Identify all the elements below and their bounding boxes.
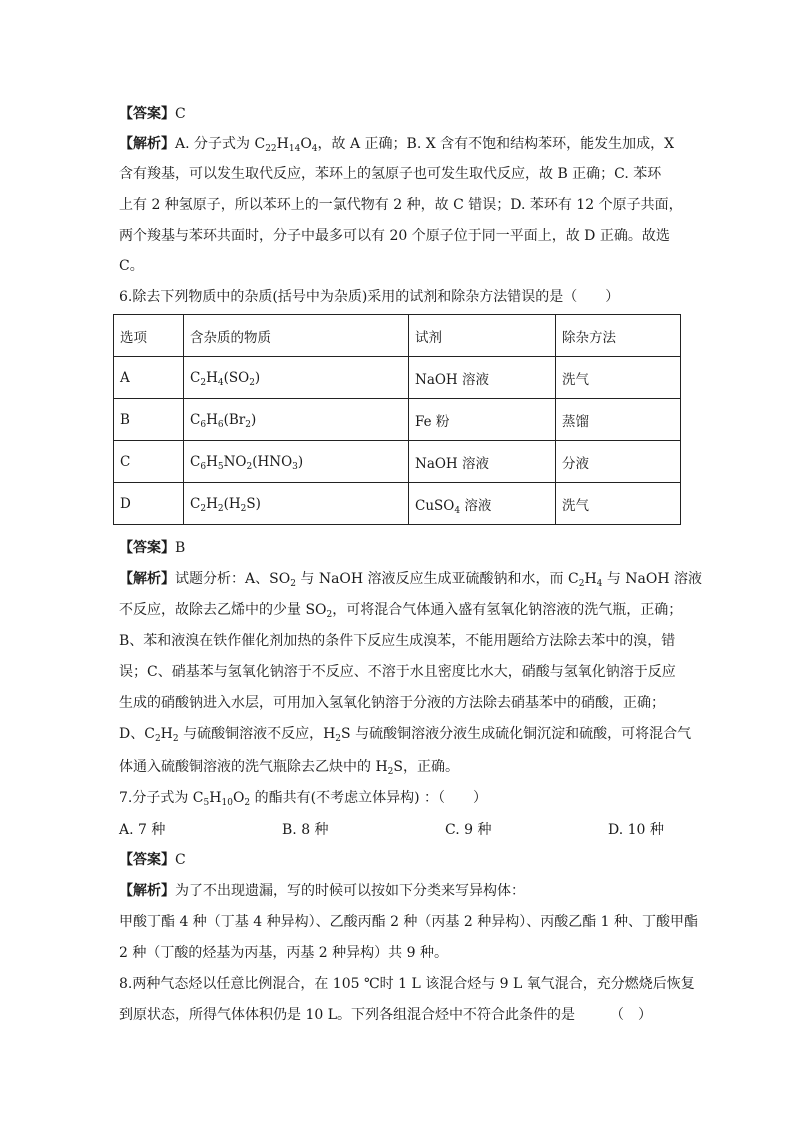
answer-value: C [175, 852, 186, 868]
reagent-cell: CuSO$_4$ 溶液 [409, 483, 556, 525]
q8-stem-line: 8.两种气态烃以任意比例混合，在 105 ℃时 1 L 该混合烃与 9 L 氧气混合，充分燃烧后恢复 [119, 976, 695, 992]
q6-analysis-line: 【解析】试题分析：A、$SO_2$ 与 NaOH 溶液反应生成亚硫酸钠和水，而 $C_2H_4$ 与 NaOH 溶液 [119, 571, 703, 589]
table-row: D $C_2H_2(H_2S)$ CuSO$_4$ 溶液 洗气 [114, 483, 681, 525]
q6-stem: 6.除去下列物质中的杂质(括号中为杂质)采用的试剂和除杂方法错误的是（ ） [119, 289, 620, 305]
q6-analysis-line: 误；C、硝基苯与氢氧化钠溶于不反应、不溶于水且密度比水大，硝酸与氢氧化钠溶于反应 [119, 664, 676, 680]
q6-options-table [113, 314, 681, 525]
q6-answer [119, 536, 679, 560]
q5-analysis-line: 上有 2 种氢原子，所以苯环上的一氯代物有 2 种，故 C 错误；D. 苯环有 12 个原子共面， [119, 197, 683, 213]
header-cell: 除杂方法 [556, 315, 681, 357]
q5-answer [119, 102, 679, 126]
q7-choice-a: A. 7 种 [119, 822, 166, 838]
q7-choice-d: D. 10 种 [608, 822, 664, 838]
header-cell: 试剂 [409, 315, 556, 357]
table-header-row [114, 315, 681, 357]
answer-label: 【答案】 [119, 106, 175, 122]
substance-cell: $C_6H_6(Br_2)$ [184, 399, 409, 441]
table-row: A $C_2H_4(SO_2)$ NaOH 溶液 洗气 [114, 357, 681, 399]
analysis-label: 【解析】 [119, 883, 175, 899]
q5-analysis-line: 两个羧基与苯环共面时，分子中最多可以有 20 个原子位于同一平面上，故 D 正确。故选 [119, 228, 670, 244]
answer-label: 【答案】 [119, 540, 175, 556]
table-row: C $C_6H_5NO_2(HNO_3)$ NaOH 溶液 分液 [114, 441, 681, 483]
q7-answer [119, 848, 679, 872]
q6-analysis-line: 生成的硝酸钠进入水层，可用加入氢氧化钠溶于分液的方法除去硝基苯中的硝酸，正确； [119, 695, 665, 711]
analysis-label: 【解析】 [119, 136, 175, 152]
q6-analysis-line: 不反应，故除去乙烯中的少量 $SO_2$，可将混合气体通入盛有氢氧化钠溶液的洗气瓶，正确； [119, 602, 683, 620]
q7-choice-b: B. 8 种 [282, 822, 329, 838]
answer-label: 【答案】 [119, 852, 175, 868]
header-cell: 含杂质的物质 [184, 315, 409, 357]
q8-stem-line: 到原状态，所得气体体积仍是 10 L。下列各组混合烃中不符合此条件的是 （ ） [119, 1007, 653, 1023]
table-row: B $C_6H_6(Br_2)$ Fe 粉 蒸馏 [114, 399, 681, 441]
header-cell: 选项 [114, 315, 184, 357]
q7-analysis-line: 2 种（丁酸的烃基为丙基，丙基 2 种异构）共 9 种。 [119, 945, 448, 961]
answer-value: C [175, 106, 186, 122]
answer-value: B [175, 540, 186, 556]
q7-choice-c: C. 9 种 [445, 822, 492, 838]
substance-cell: $C_6H_5NO_2(HNO_3)$ [184, 441, 409, 483]
q7-stem: 7.分子式为 $C_5H_{10}O_2$ 的酯共有(不考虑立体异构) ：（ ） [119, 790, 487, 808]
q7-analysis-line: 【解析】为了不出现遗漏，写的时候可以按如下分类来写异构体： [119, 883, 525, 899]
q5-analysis-line: C。 [119, 258, 144, 274]
q5-analysis-line: 【解析】A. 分子式为 $C_{22}H_{14}O_4$，故 A 正确；B. X 含有不饱和结构苯环，能发生加成，X [119, 136, 675, 154]
analysis-label: 【解析】 [119, 571, 175, 587]
substance-cell: $C_2H_4(SO_2)$ [184, 357, 409, 399]
substance-cell: $C_2H_2(H_2S)$ [184, 483, 409, 525]
q6-analysis-line: D、$C_2H_2$ 与硫酸铜溶液不反应，$H_2S$ 与硫酸铜溶液分液生成硫化铜沉淀和硫酸，可将混合气 [119, 726, 692, 744]
q6-analysis-line: 体通入硫酸铜溶液的洗气瓶除去乙炔中的 $H_2S$，正确。 [119, 759, 459, 777]
q5-analysis-line: 含有羧基，可以发生取代反应，苯环上的氢原子也可发生取代反应，故 B 正确；C. 苯环 [119, 166, 662, 182]
q7-analysis-line: 甲酸丁酯 4 种（丁基 4 种异构）、乙酸丙酯 2 种（丙基 2 种异构）、丙酸乙酯 1 种、丁酸甲酯 [119, 914, 699, 930]
q6-analysis-line: B、苯和液溴在铁作催化剂加热的条件下反应生成溴苯，不能用题给方法除去苯中的溴，错 [119, 633, 676, 649]
